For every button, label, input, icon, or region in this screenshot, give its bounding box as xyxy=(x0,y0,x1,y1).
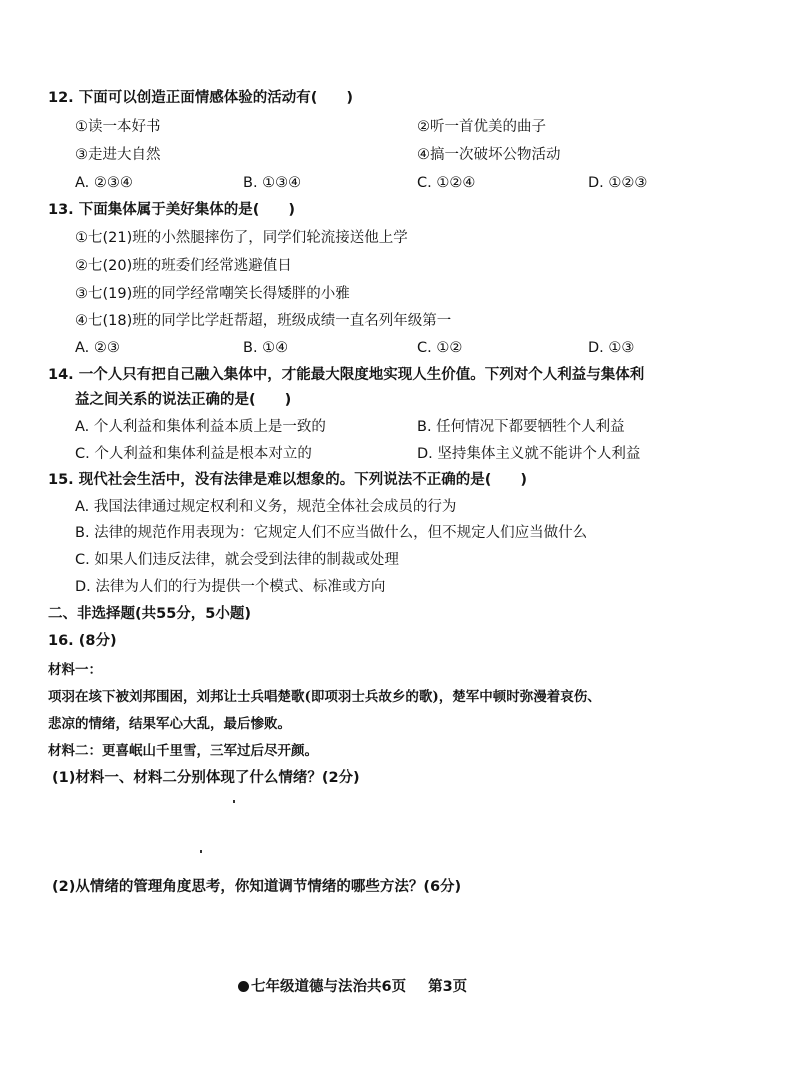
q14-option-a: A. 个人利益和集体利益本质上是一致的 xyxy=(75,419,326,435)
scan-speck xyxy=(233,800,235,803)
scan-speck xyxy=(200,850,202,853)
q12-item-3: ③走进大自然 xyxy=(75,147,161,163)
q12-option-d: D. ①②③ xyxy=(588,175,648,191)
q16-material2: 材料二：更喜岷山千里雪，三军过后尽开颜。 xyxy=(48,743,318,759)
q16-material1-line1: 项羽在垓下被刘邦围困，刘邦让士兵唱楚歌(即项羽士兵故乡的歌)，楚军中顿时弥漫着哀伤、 xyxy=(48,689,601,705)
q13-item-1: ①七(21)班的小然腿摔伤了，同学们轮流接送他上学 xyxy=(75,230,408,246)
q13-item-2: ②七(20)班的班委们经常逃避值日 xyxy=(75,258,292,274)
q12-item-1: ①读一本好书 xyxy=(75,119,161,135)
q15-option-b: B. 法律的规范作用表现为：它规定人们不应当做什么，但不规定人们应当做什么 xyxy=(75,525,588,541)
q16-header: 16. (8分) xyxy=(48,633,117,649)
q12-item-4: ④搞一次破坏公物活动 xyxy=(417,147,561,163)
q13-item-4: ④七(18)班的同学比学赶帮超，班级成绩一直名列年级第一 xyxy=(75,313,452,329)
q13-option-a: A. ②③ xyxy=(75,340,120,356)
q13-option-c: C. ①② xyxy=(417,340,463,356)
q13-item-3: ③七(19)班的同学经常嘲笑长得矮胖的小雅 xyxy=(75,286,350,302)
q13-option-d: D. ①③ xyxy=(588,340,635,356)
q16-material1-line2: 悲凉的情绪，结果军心大乱，最后惨败。 xyxy=(48,716,291,732)
q14-option-c: C. 个人利益和集体利益是根本对立的 xyxy=(75,446,312,462)
q16-subquestion-1: (1)材料一、材料二分别体现了什么情绪？(2分) xyxy=(52,770,360,786)
page-footer xyxy=(238,975,467,996)
q12-option-c: C. ①②④ xyxy=(417,175,476,191)
q14-stem-line1: 14. 一个人只有把自己融入集体中，才能最大限度地实现人生价值。下列对个人利益与集体利 xyxy=(48,367,645,383)
q16-subquestion-2: (2)从情绪的管理角度思考，你知道调节情绪的哪些方法？(6分) xyxy=(52,879,462,895)
q15-option-d: D. 法律为人们的行为提供一个模式、标准或方向 xyxy=(75,579,386,595)
q13-stem: 13. 下面集体属于美好集体的是( ) xyxy=(48,202,295,218)
q14-stem-line2: 益之间关系的说法正确的是( ) xyxy=(75,392,292,408)
footer-page-number: 第3页 xyxy=(428,979,468,995)
q14-option-b: B. 任何情况下都要牺牲个人利益 xyxy=(417,419,625,435)
q15-stem: 15. 现代社会生活中，没有法律是难以想象的。下列说法不正确的是( ) xyxy=(48,472,527,488)
q15-option-a: A. 我国法律通过规定权利和义务，规范全体社会成员的行为 xyxy=(75,499,457,515)
bullet-dot-icon xyxy=(238,981,249,992)
q14-option-d: D. 坚持集体主义就不能讲个人利益 xyxy=(417,446,641,462)
q12-stem: 12. 下面可以创造正面情感体验的活动有( ) xyxy=(48,90,353,106)
q12-option-a: A. ②③④ xyxy=(75,175,133,191)
footer-title: 七年级道德与法治共6页 xyxy=(251,979,407,995)
q12-option-b: B. ①③④ xyxy=(243,175,302,191)
q12-item-2: ②听一首优美的曲子 xyxy=(417,119,546,135)
q13-option-b: B. ①④ xyxy=(243,340,289,356)
q15-option-c: C. 如果人们违反法律，就会受到法律的制裁或处理 xyxy=(75,552,399,568)
section-2-heading: 二、非选择题(共55分，5小题) xyxy=(48,606,252,622)
q16-material1-label: 材料一： xyxy=(48,662,102,678)
